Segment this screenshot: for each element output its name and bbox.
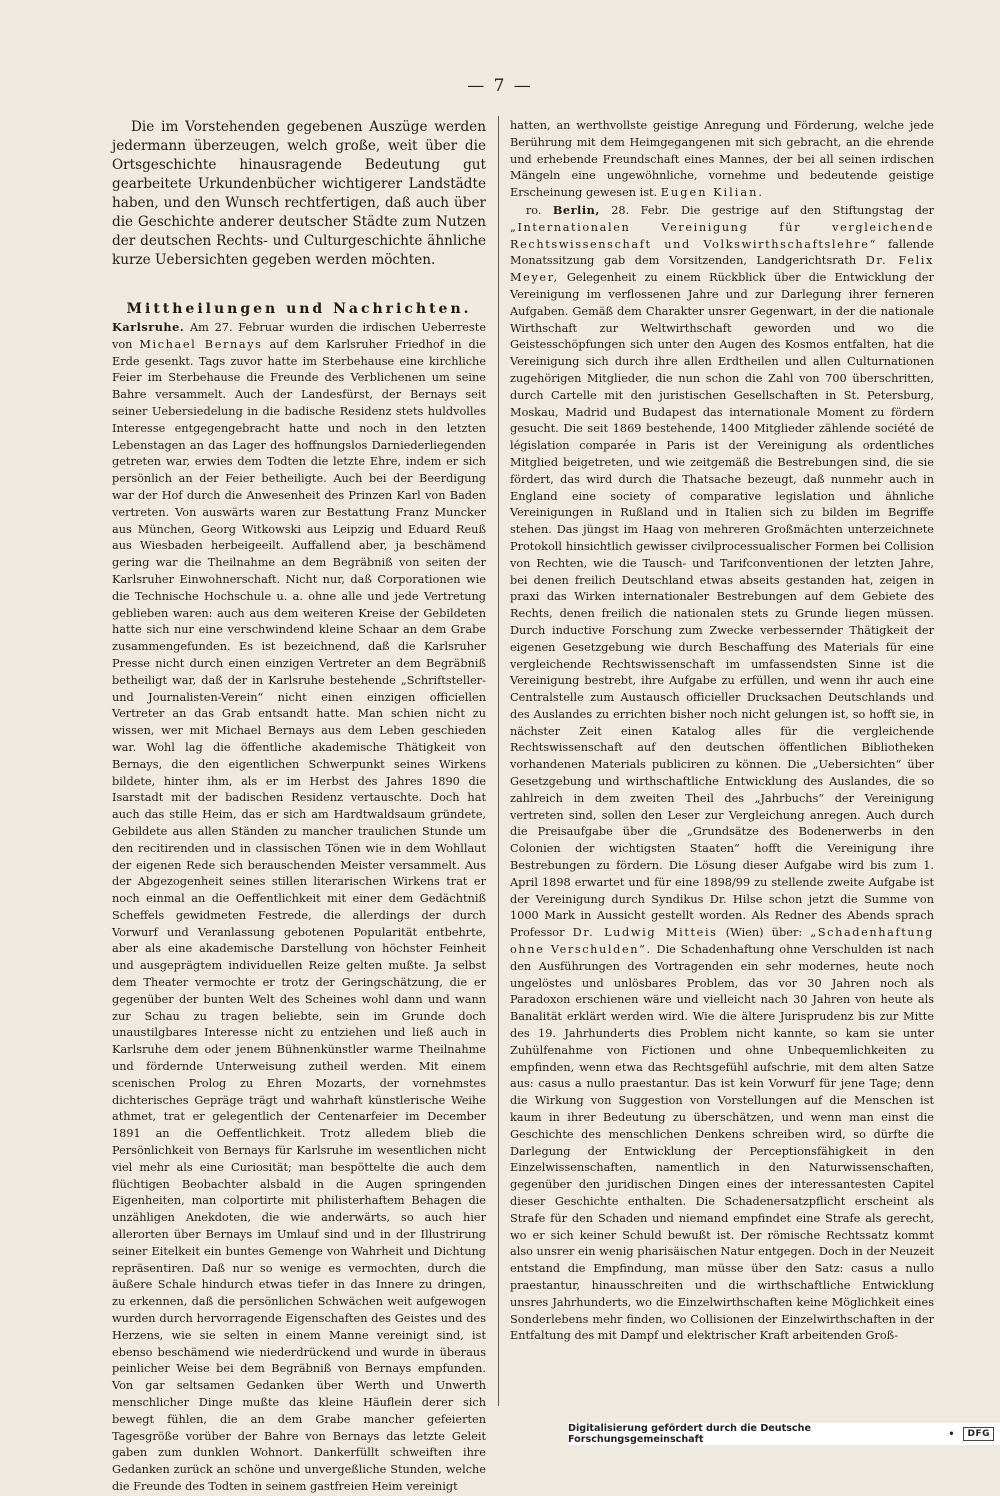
article-date: Am 27. Februar wurden die irdischen Ueberreste von xyxy=(112,321,487,351)
continuation-author: Eugen Kilian. xyxy=(660,186,764,200)
right-column xyxy=(510,118,934,1345)
continuation-paragraph xyxy=(510,118,934,202)
article-place: Karlsruhe. xyxy=(112,320,185,334)
chairman-name: Dr. Felix Meyer, xyxy=(510,254,934,285)
column-divider xyxy=(498,116,499,1406)
article-text-3: Gelegenheit zu einem Rückblick über die Entwicklung der Vereinigung im verflossenen Jahre und zur Darlegung ihrer ferneren Aufgaben. Gemäß dem Charakter unsrer Gegenwart, in der die nationale Wirthschaft zur Weltwirthschaft geworden und wo die Geistesschöpfungen sich unter den Augen des Kosmos entfalten, hat die Vereinigung sich durch ihre allen Erdtheilen und allen Culturnationen zugehörigen Mitglieder, die nun schon die Zahl von 700 überschritten, durch Cartelle mit den juristischen Gesellschaften in St. Petersburg, Moskau, Madrid und Budapest das internationale Moment zu fördern gesucht. Die seit 1869 bestehende, 1400 Mitglieder zählende société de législation comparée in Paris ist der Vereinigung als ordentliches Mitglied beigetreten, und wie zeitgemäß die Bestrebungen sind, die sie fördert, das wird durch die Thatsache bezeugt, daß nunmehr auch in England eine society of comparative legislation und ähnliche Vereinigungen in Rußland und in Italien sich zu bilden im Begriffe stehen. Das jüngst im Haag von mehreren Großmächten unterzeichnete Protokoll hinsichtlich gewisser civilprocessualischer Formen bei Collision von Rechten, wie die Tausch- und Tarifconventionen der letzten Jahre, bei denen freilich Deutschland etwas abseits gestanden hat, zeigen in praxi das Wirken internationaler Bestrebungen auf dem Gebiete des Rechts, denen freilich die nationalen stets zu Grunde liegen müssen. Durch inductive Forschung zum Zwecke verbessernder Thätigkeit der eigenen Gesetzgebung wie durch Beschaffung des Materials für eine vergleichende Rechtswissenschaft im umfassendsten Sinne ist die Vereinigung bestrebt, ihre Aufgabe zu erfüllen, und wenn ihr auch eine Centralstelle zum Austausch officieller Drucksachen Deutschlands und des Auslandes zu errichten bisher noch nicht gelungen ist, so hofft sie, in nächster Zeit einen Katalog alles für die vergleichende Rechtswissenschaft auf den deutschen öffentlichen Bibliotheken vorhandenen Materials publiciren zu können. Die „Uebersichten“ über Gesetzgebung und wirthschaftliche Entwicklung des Auslandes, die so zahlreich in dem zweiten Theil des „Jahrbuchs“ der Vereinigung vertreten sind, sollen den Leser zur Vergleichung anregen. Auch durch die Preisaufgabe über die „Grundsätze des Bodenerwerbs in den Colonien der wichtigsten Staaten“ hofft die Vereinigung ihre Bestrebungen zu fördern. Die Lösung dieser Aufgabe wird bis zum 1. April 1898 erwartet und für eine 1898/99 zu stellende zweite Aufgabe ist der Vereinigung durch Syndikus Dr. Hilse schon jetzt die Summe von 1000 Mark in Aussicht gestellt worden. Als Redner des Abends sprach Professor xyxy=(510,271,934,940)
page-number: — 7 — xyxy=(467,76,533,96)
section-heading: Mittheilungen und Nachrichten. xyxy=(126,301,472,317)
lecture-title: „Schadenhaftung ohne Verschulden“. xyxy=(510,926,935,957)
article-text-4: (Wien) über: xyxy=(725,926,803,940)
continuation-text: hatten, an werthvollste geistige Anregung und Förderung, welche jede Berührung mit dem Heimgegangenen mit sich gebracht, an die ehrende und erhebende Freundschaft eines Mannes, der bei all seinen irdischen Mängeln eine ungewöhnliche, vornehme und bedeutende geistige Erscheinung gewesen ist. xyxy=(510,119,934,200)
article-text-1: Die gestrige auf den Stiftungstag der xyxy=(680,203,935,217)
karlsruhe-article xyxy=(112,319,486,1496)
dfg-logo-icon: DFG xyxy=(963,1427,994,1441)
footer-separator: • xyxy=(948,1428,955,1440)
association-name: „Internationalen Vereinigung für vergleichende Rechtswissenschaft und Volkswirthschaftslehre“ xyxy=(510,220,934,251)
footer-text: Digitalisierung gefördert durch die Deutsche Forschungsgemeinschaft xyxy=(568,1423,811,1445)
speaker-name: Dr. Ludwig Mitteis xyxy=(572,926,718,940)
article-text-2: fallende Monatssitzung gab dem Vorsitzenden, Landgerichtsrath xyxy=(510,237,934,268)
article-prefix: ro. xyxy=(525,203,542,217)
digitization-footer xyxy=(568,1423,1000,1445)
article-date: 28. Febr. xyxy=(611,203,670,217)
berlin-article xyxy=(510,202,934,1345)
intro-paragraph: Die im Vorstehenden gegebenen Auszüge werden jedermann überzeugen, welch große, weit über die Ortsgeschichte hinausragende Bedeutung gut gearbeitete Urkundenbücher wichtigerer Landstädte haben, und den Wunsch rechtfertigen, daß auch über die Geschichte anderer deutscher Städte zum Nutzen der deutschen Rechts- und Culturgeschichte ähnliche kurze Uebersichten gegeben werden möchten. xyxy=(112,119,486,268)
article-text: auf dem Karlsruher Friedhof in die Erde gesenkt. Tags zuvor hatte im Sterbehause eine kirchliche Feier im Sterbehause die Freunde des Verblichenen um seine Bahre versammelt. Auch der Landesfürst, der Bernays seit seiner Uebersiedelung in die badische Residenz stets huldvolles Interesse entgegengebracht hatte und noch in den letzten Lebenstagen an das Lager des hoffnungslos Darniederliegenden getreten war, erwies dem Todten die letzte Ehre, indem er sich persönlich an der Feier betheiligte. Auch bei der Beerdigung war der Hof durch die Anwesenheit des Prinzen Karl von Baden vertreten. Von auswärts waren zur Bestattung Franz Muncker aus München, Georg Witkowski aus Leipzig und Eduard Reuß aus Wiesbaden herbeigeeilt. Auffallend aber, ja beschämend gering war die Theilnahme an dem Begräbniß von seiten der Karlsruher Einwohnerschaft. Nicht nur, daß Corporationen wie die Technische Hochschule u. a. ohne alle und jede Vertretung geblieben waren: auch aus dem weiteren Kreise der Gebildeten hatte sich nur eine verschwindend kleine Schaar an dem Grabe zusammengefunden. Es ist bezeichnend, daß die Karlsruher Presse nicht durch einen einzigen Vertreter an dem Begräbniß betheiligt war, daß der in Karlsruhe bestehende „Schriftsteller- und Journalisten-Verein“ nicht einen einzigen officiellen Vertreter an das Grab entsandt hatte. Man schien nicht zu wissen, wer mit Michael Bernays aus dem Leben geschieden war. Wohl lag die öffentliche akademische Thätigkeit von Bernays, die den eigentlichen Schwerpunkt seines Wirkens bildete, hinter ihm, als er im Herbst des Jahres 1890 die Isarstadt mit der badischen Residenz vertauschte. Doch hat auch das stille Heim, das er sich am Hardtwaldsaum gründete, Gebildete aus allen Ständen zu mancher traulichen Stunde um den recitirenden und in classischen Tönen wie in dem Wohllaut der eigenen Rede sich berauschenden Meister versammelt. Aus der Abgezogenheit seines stillen literarischen Wirkens trat er noch einmal an die Oeffentlichkeit mit einer dem Gedächtniß Scheffels gewidmeten Festrede, die allerdings der durch Vorwurf und Veranlassung gebotenen Popularität entbehrte, aber als eine akademische Darstellung von höchster Feinheit und ausgeprägtem individuellen Reize gelten mußte. Ja selbst dem Theater vermochte er trotz der Geringschätzung, die er gegenüber der bunten Welt des Scheines wohl dann und wann zur Schau zu tragen beliebte, sein im Grunde doch unaustilgbares Interesse nicht zu entziehen und ließ auch in Karlsruhe dem oder jenem Bühnenkünstler warme Theilnahme und fördernde Unterweisung zutheil werden. Mit einem scenischen Prolog zu Ehren Mozarts, der vornehmstes dichterisches Gepräge trägt und wahrhaft künstlerische Weihe athmet, trat er gelegentlich der Centenarfeier im December 1891 an die Oeffentlichkeit. Trotz alledem blieb die Persönlichkeit von Bernays für Karlsruhe im wesentlichen nicht viel mehr als eine Curiosität; man bespöttelte die auch dem flüchtigen Beobachter alsbald in die Augen springenden Eigenheiten, man colportirte mit philisterhaftem Behagen die unzähligen Anekdoten, die wie anderwärts, so auch hier allerorten über Bernays im Umlauf sind und in der Illustrirung seiner Eitelkeit ein buntes Gemenge von Wahrheit und Dichtung repräsentiren. Daß nur so wenige es vermochten, durch die äußere Schale hindurch etwas tiefer in das Innere zu dringen, zu erkennen, daß die persönlichen Schwächen weit aufgewogen wurden durch hervorragende Eigenschaften des Geistes und des Herzens, wie sie selten in einem Manne vereinigt sind, ist ebenso beschämend wie niederdrückend und wurde in überaus peinlicher Weise bei dem Begräbniß von Bernays empfunden. Von gar seltsamen Gedanken über Werth und Unwerth menschlicher Dinge mußte das kleine Häuflein derer sich bewegt fühlen, die an dem Grabe mancher gefeierten Tagesgröße vorüber der Bahre von Bernays das letzte Geleit gaben zum dunklen Wohnort. Dankerfüllt schweiften ihre Gedanken zurück an schöne und unvergeßliche Stunden, welche die Freunde des Todten in seinem gastfreien Heim vereinigt xyxy=(112,337,486,1493)
article-place: Berlin, xyxy=(552,202,600,217)
article-text-5: Die Schadenhaftung ohne Verschulden ist nach den Ausführungen des Vortragenden ein sehr modernes, heute noch ungelöstes und unlösbares Problem, das vor 30 Jahren noch als Paradoxon erschienen wäre und vielleicht nach 30 Jahren von heute als Banalität erklärt werden wird. Wie die ältere Jurisprudenz bis zur Mitte des 19. Jahrhunderts dies Problem nicht kannte, so kam sie unter Zuhülfenahme von Fictionen und ohne Unbequemlichkeiten zu empfinden, wenn etwa das Rechtsgefühl aufschrie, mit dem alten Satze aus: casus a nullo praestantur. Das ist kein Vorwurf für jene Tage; denn die Wirkung von Suggestion von Vorstellungen auf die Menschen ist kaum in ihrer Bedeutung zu überschätzen, und wenn man einst die Geschichte des menschlichen Denkens schreiben wird, so dürfte die Darlegung der Entwicklung der Perceptionsfähigkeit in den Einzelwissenschaften, namentlich in den Naturwissenschaften, gegenüber den juridischen Dingen eines der interessantesten Capitel dieser Geschichte enthalten. Die Schadenersatzpflicht erscheint als Strafe für den Schaden und niemand empfindet eine Strafe als gerecht, wo er sich keiner Schuld bewußt ist. Der römische Rechtssatz kommt also unsrer ein wenig pharisäischen Natur entgegen. Doch in der Neuzeit entstand die Empfindung, man müsse über den Satz: casus a nullo praestantur, hinausschreiten und die wirthschaftliche Entwicklung unsres Jahrhunderts, wo die Einzelwirthschaften keine Möglichkeit eines Sonderlebens mehr finden, wo Collisionen der Einzelwirthschaften in der Entfaltung des mit Dampf und elektrischer Kraft arbeitenden Groß- xyxy=(510,943,934,1343)
left-column xyxy=(112,118,486,1496)
article-person: Michael Bernays xyxy=(139,337,263,351)
